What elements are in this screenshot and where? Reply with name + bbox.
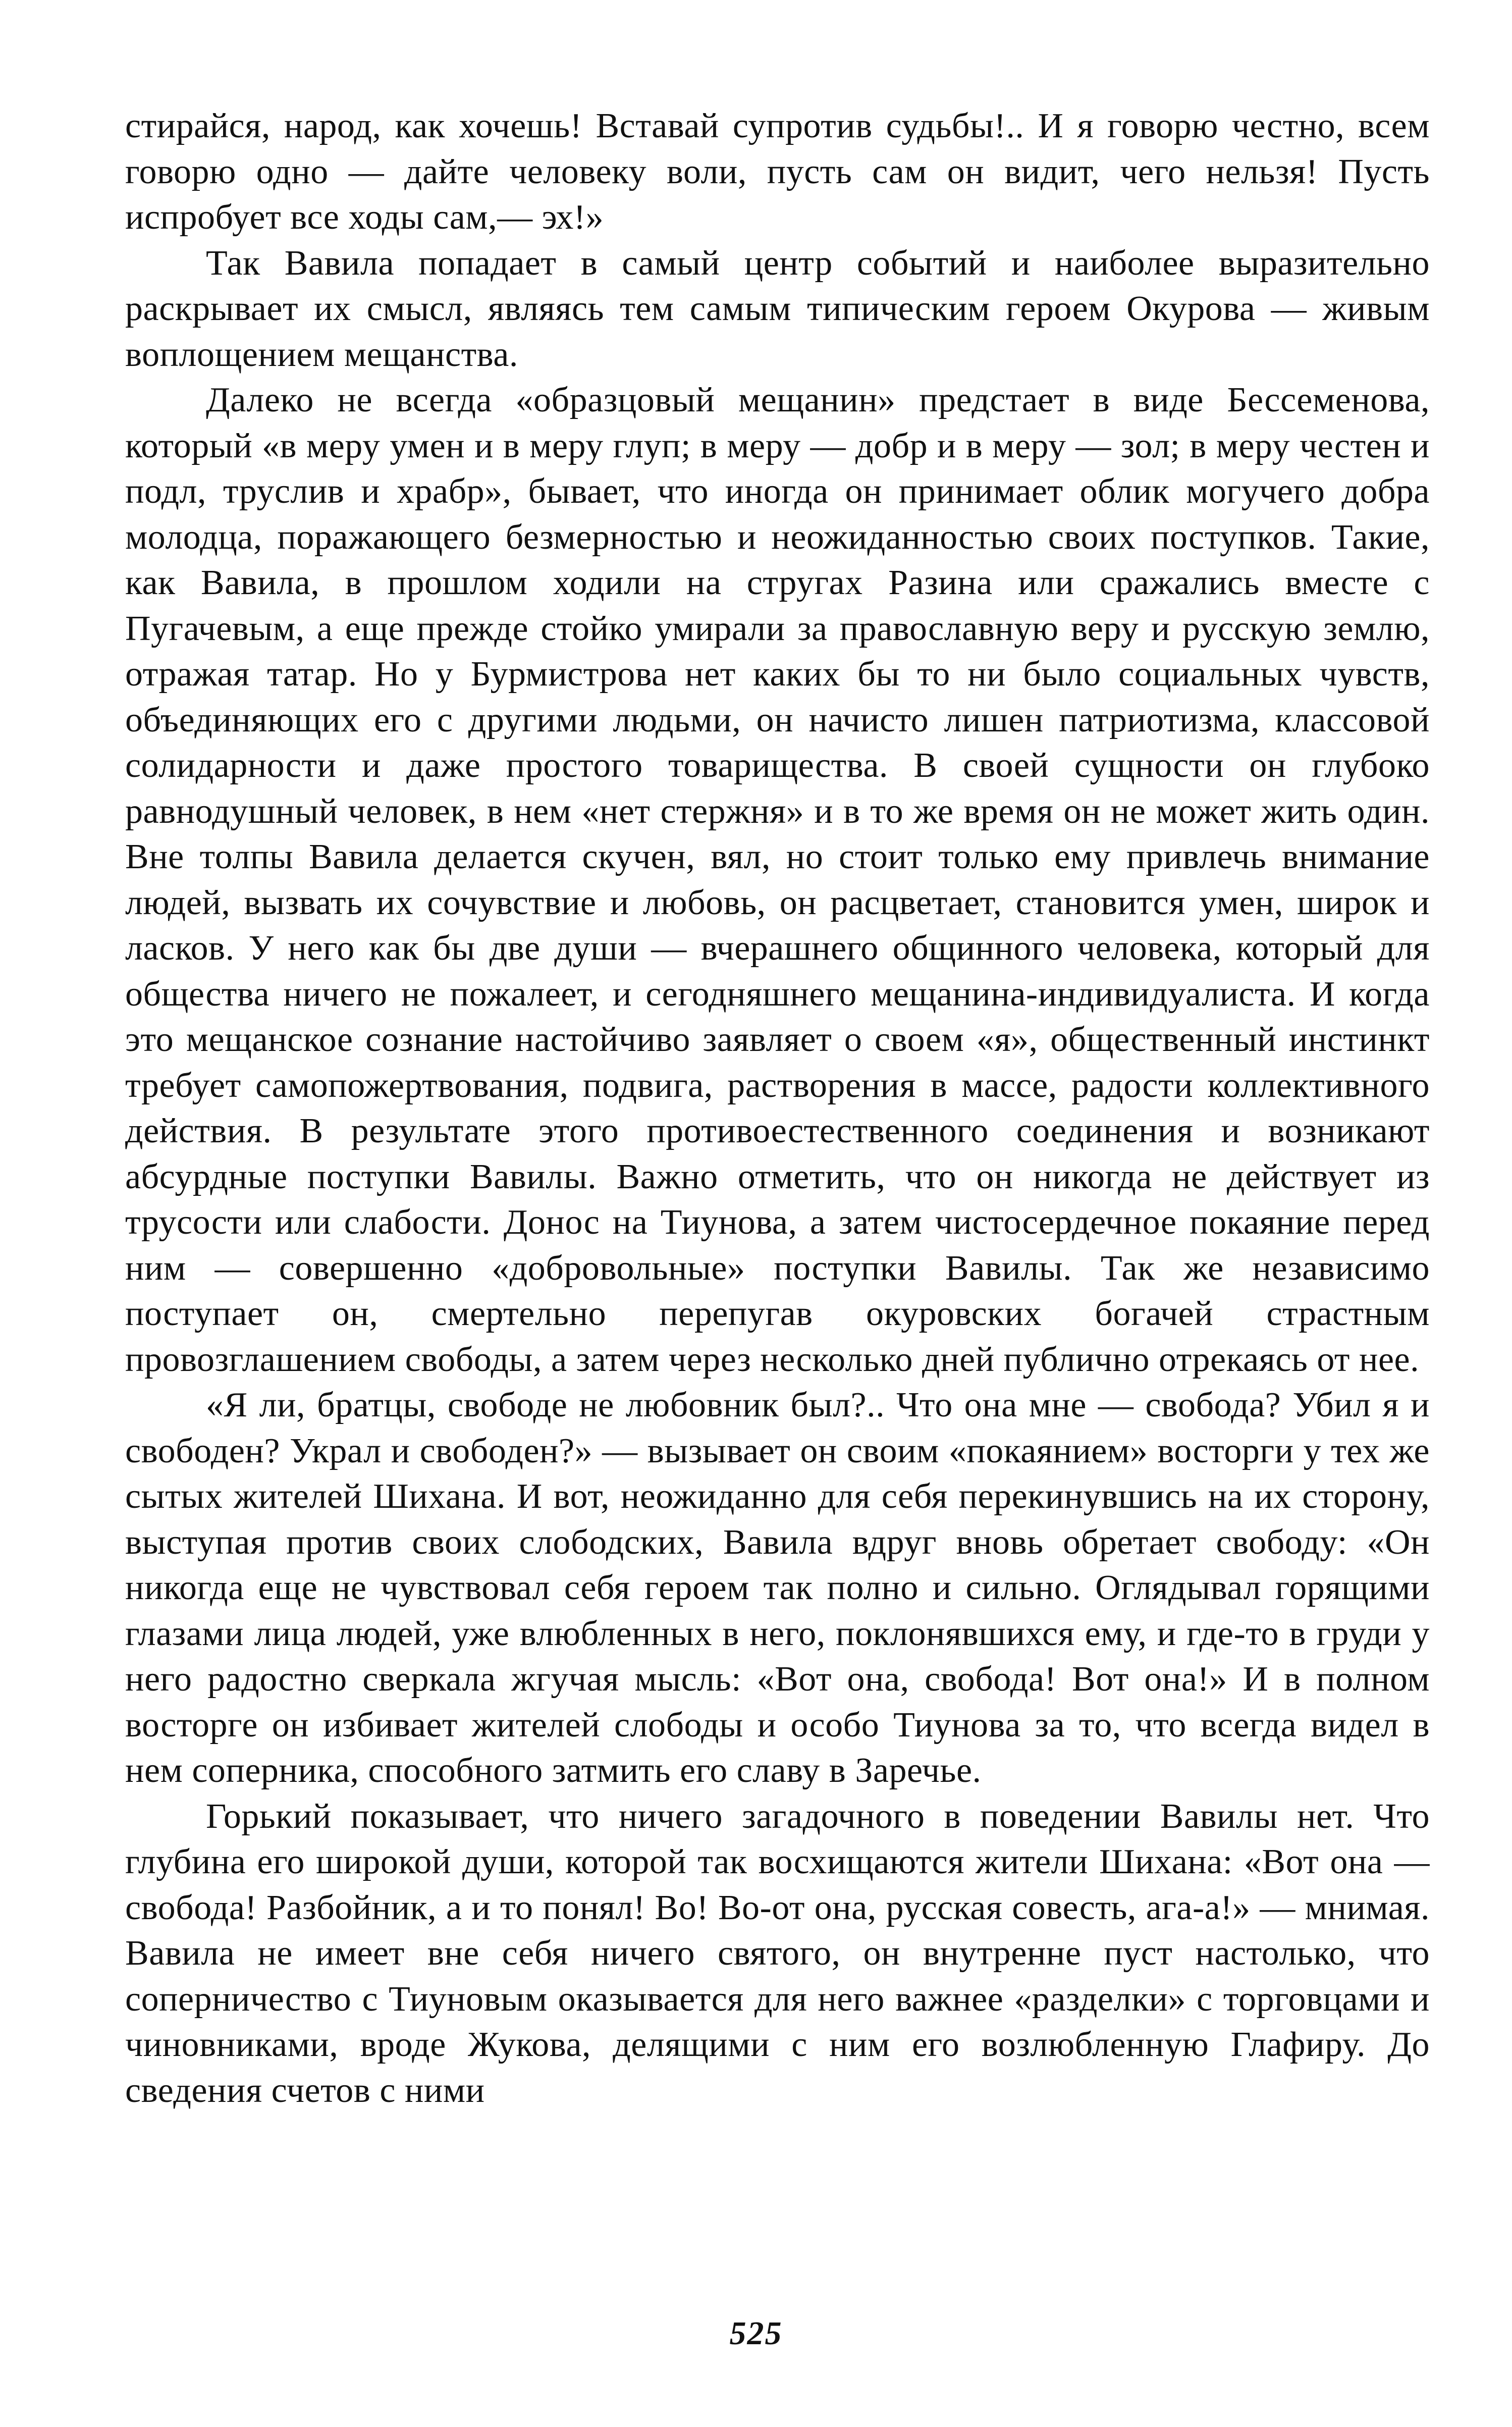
- paragraph-continued: стирайся, народ, как хочешь! Вставай супротив судьбы!.. И я говорю честно, всем говорю одно — дайте человеку воли, пусть сам он видит, чего нельзя! Пусть испробует все ходы сам,— эх!»: [125, 107, 1430, 237]
- body-text: [125, 103, 1430, 2114]
- page-number: 525: [729, 2315, 783, 2352]
- paragraph: Далеко не всегда «образцовый мещанин» предстает в виде Бессеменова, который «в меру умен и в меру глуп; в меру — добр и в меру — зол; в меру честен и подл, труслив и храбр», бывает, что иногда он принимает облик могучего добра молодца, поражающего безмерностью и неожиданностью своих поступков. Такие, как Вавила, в прошлом ходили на стругах Разина или сражались вместе с Пугачевым, а еще прежде стойко умирали за православную веру и русскую землю, отражая татар. Но у Бурмистрова нет каких бы то ни было социальных чувств, объединяющих его с другими людьми, он начисто лишен патриотизма, классовой солидарности и даже простого товарищества. В своей сущности он глубоко равнодушный человек, в нем «нет стержня» и в то же время он не может жить один. Вне толпы Вавила делается скучен, вял, но стоит только ему привлечь внимание людей, вызвать их сочувствие и любовь, он расцветает, становится умен, широк и ласков. У него как бы две души — вчерашнего общинного человека, который для общества ничего не пожалеет, и сегодняшнего мещанина-индивидуалиста. И когда это мещанское сознание настойчиво заявляет о своем «я», общественный инстинкт требует самопожертвования, подвига, растворения в массе, радости коллективного действия. В результате этого противоестественного соединения и возникают абсурдные поступки Вавилы. Важно отметить, что он никогда не действует из трусости или слабости. Донос на Тиунова, а затем чистосердечное покаяние перед ним — совершенно «добровольные» поступки Вавилы. Так же независимо поступает он, смертельно перепугав окуровских богачей страстным провозглашением свободы, а затем через несколько дней публично отрекаясь от нее.: [125, 381, 1430, 1379]
- paragraph: «Я ли, братцы, свободе не любовник был?.. Что она мне — свобода? Убил я и свободен? Украл и свободен?» — вызывает он своим «покаянием» восторги у тех же сытых жителей Шихана. И вот, неожиданно для себя перекинувшись на их сторону, выступая против своих слободских, Вавила вдруг вновь обретает свободу: «Он никогда еще не чувствовал себя героем так полно и сильно. Оглядывал горящими глазами лица людей, уже влюбленных в него, поклонявшихся ему, и где-то в груди у него радостно сверкала жгучая мысль: «Вот она, свобода! Вот она!» И в полном восторге он избивает жителей слободы и особо Тиунова за то, что всегда видел в нем соперника, способного затмить его славу в Заречье.: [125, 1386, 1430, 1790]
- paragraph: Так Вавила попадает в самый центр событий и наиболее выразительно раскрывает их смысл, являясь тем самым типическим героем Окурова — живым воплощением мещанства.: [125, 243, 1430, 374]
- paragraph: Горький показывает, что ничего загадочного в поведении Вавилы нет. Что глубина его широкой души, которой так восхищаются жители Шихана: «Вот она — свобода! Разбойник, а и то понял! Во! Во-от она, русская совесть, ага-а!» — мнимая. Вавила не имеет вне себя ничего святого, он внутренне пуст настолько, что соперничество с Тиуновым оказывается для него важнее «разделки» с торговцами и чиновниками, вроде Жукова, делящими с ним его возлюбленную Глафиру. До сведения счетов с ними: [125, 1797, 1430, 2110]
